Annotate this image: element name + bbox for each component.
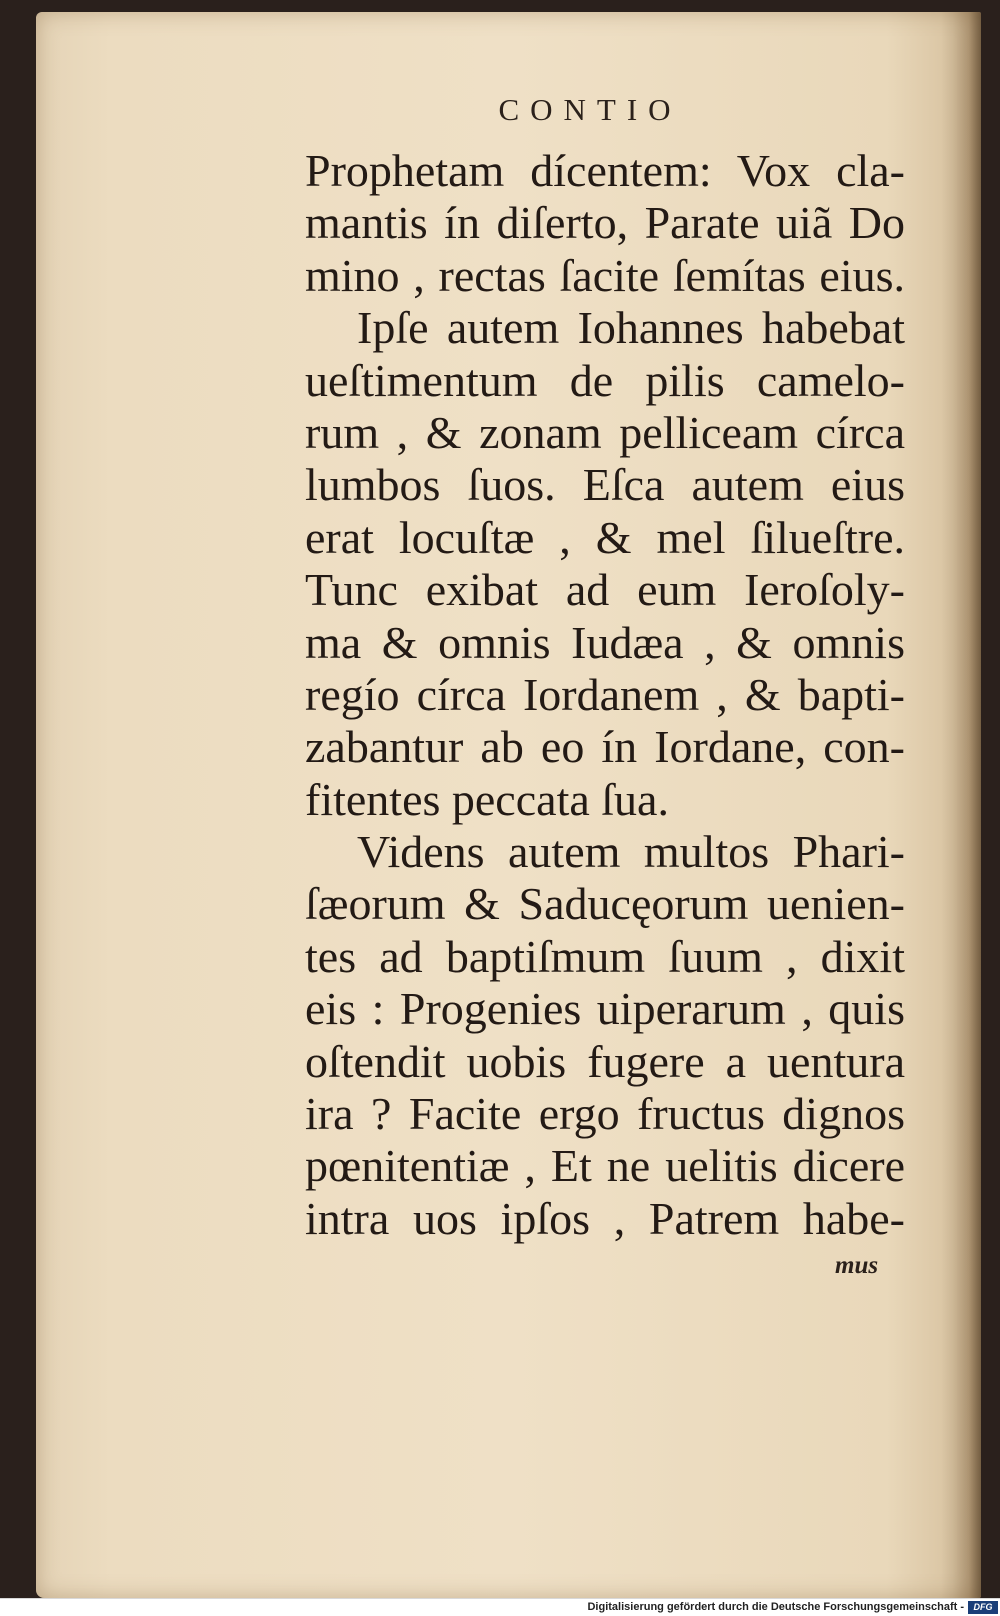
text-line: Videns autem multos Phari-: [357, 826, 905, 878]
page-gutter-shadow: [941, 12, 981, 1598]
text-line: ma & omnis Iudæa , & omnis: [305, 616, 905, 668]
text-line: oſtendit uobis fugere a uentura: [305, 1035, 905, 1087]
text-block: [305, 145, 905, 1245]
text-line: ſæorum & Saducęorum uenien-: [305, 878, 905, 930]
text-line: fitentes peccata ſua.: [305, 773, 669, 825]
text-line: mino , rectas ſacite ſemítas eius.: [305, 249, 905, 301]
text-line: Prophetam dícentem: Vox cla-: [305, 145, 905, 196]
text-line: ira ? Facite ergo fructus dignos: [305, 1088, 905, 1140]
text-line: rum , & zonam pelliceam círca: [305, 406, 905, 458]
text-line: eis : Progenies uiperarum , quis: [305, 983, 905, 1035]
dfg-logo-icon: DFG: [968, 1601, 998, 1614]
text-line: tes ad baptiſmum ſuum , dixit: [305, 930, 905, 982]
digitization-footer: [0, 1598, 1000, 1616]
text-line: erat locuſtæ , & mel ſilueſtre.: [305, 511, 905, 563]
running-head: CONTIO: [498, 92, 682, 127]
text-line: zabantur ab eo ín Iordane, con-: [305, 721, 905, 773]
text-line: Tunc exibat ad eum Ieroſoly-: [305, 564, 905, 616]
funding-credit: Digitalisierung gefördert durch die Deutsche Forschungsgemeinschaft -: [587, 1601, 964, 1613]
text-line: ueſtimentum de pilis camelo-: [305, 354, 905, 406]
text-line: lumbos ſuos. Eſca autem eius: [305, 459, 905, 511]
catchword: mus: [835, 1252, 879, 1279]
text-line: intra uos ipſos , Patrem habe-: [305, 1192, 905, 1244]
text-line: pœnitentiæ , Et ne uelitis dicere: [305, 1140, 905, 1192]
text-line: regío círca Iordanem , & bapti-: [305, 668, 905, 720]
text-line: mantis ín diſerto, Parate uiã Do: [305, 197, 905, 249]
text-line: Ipſe autem Iohannes habebat: [357, 302, 905, 354]
